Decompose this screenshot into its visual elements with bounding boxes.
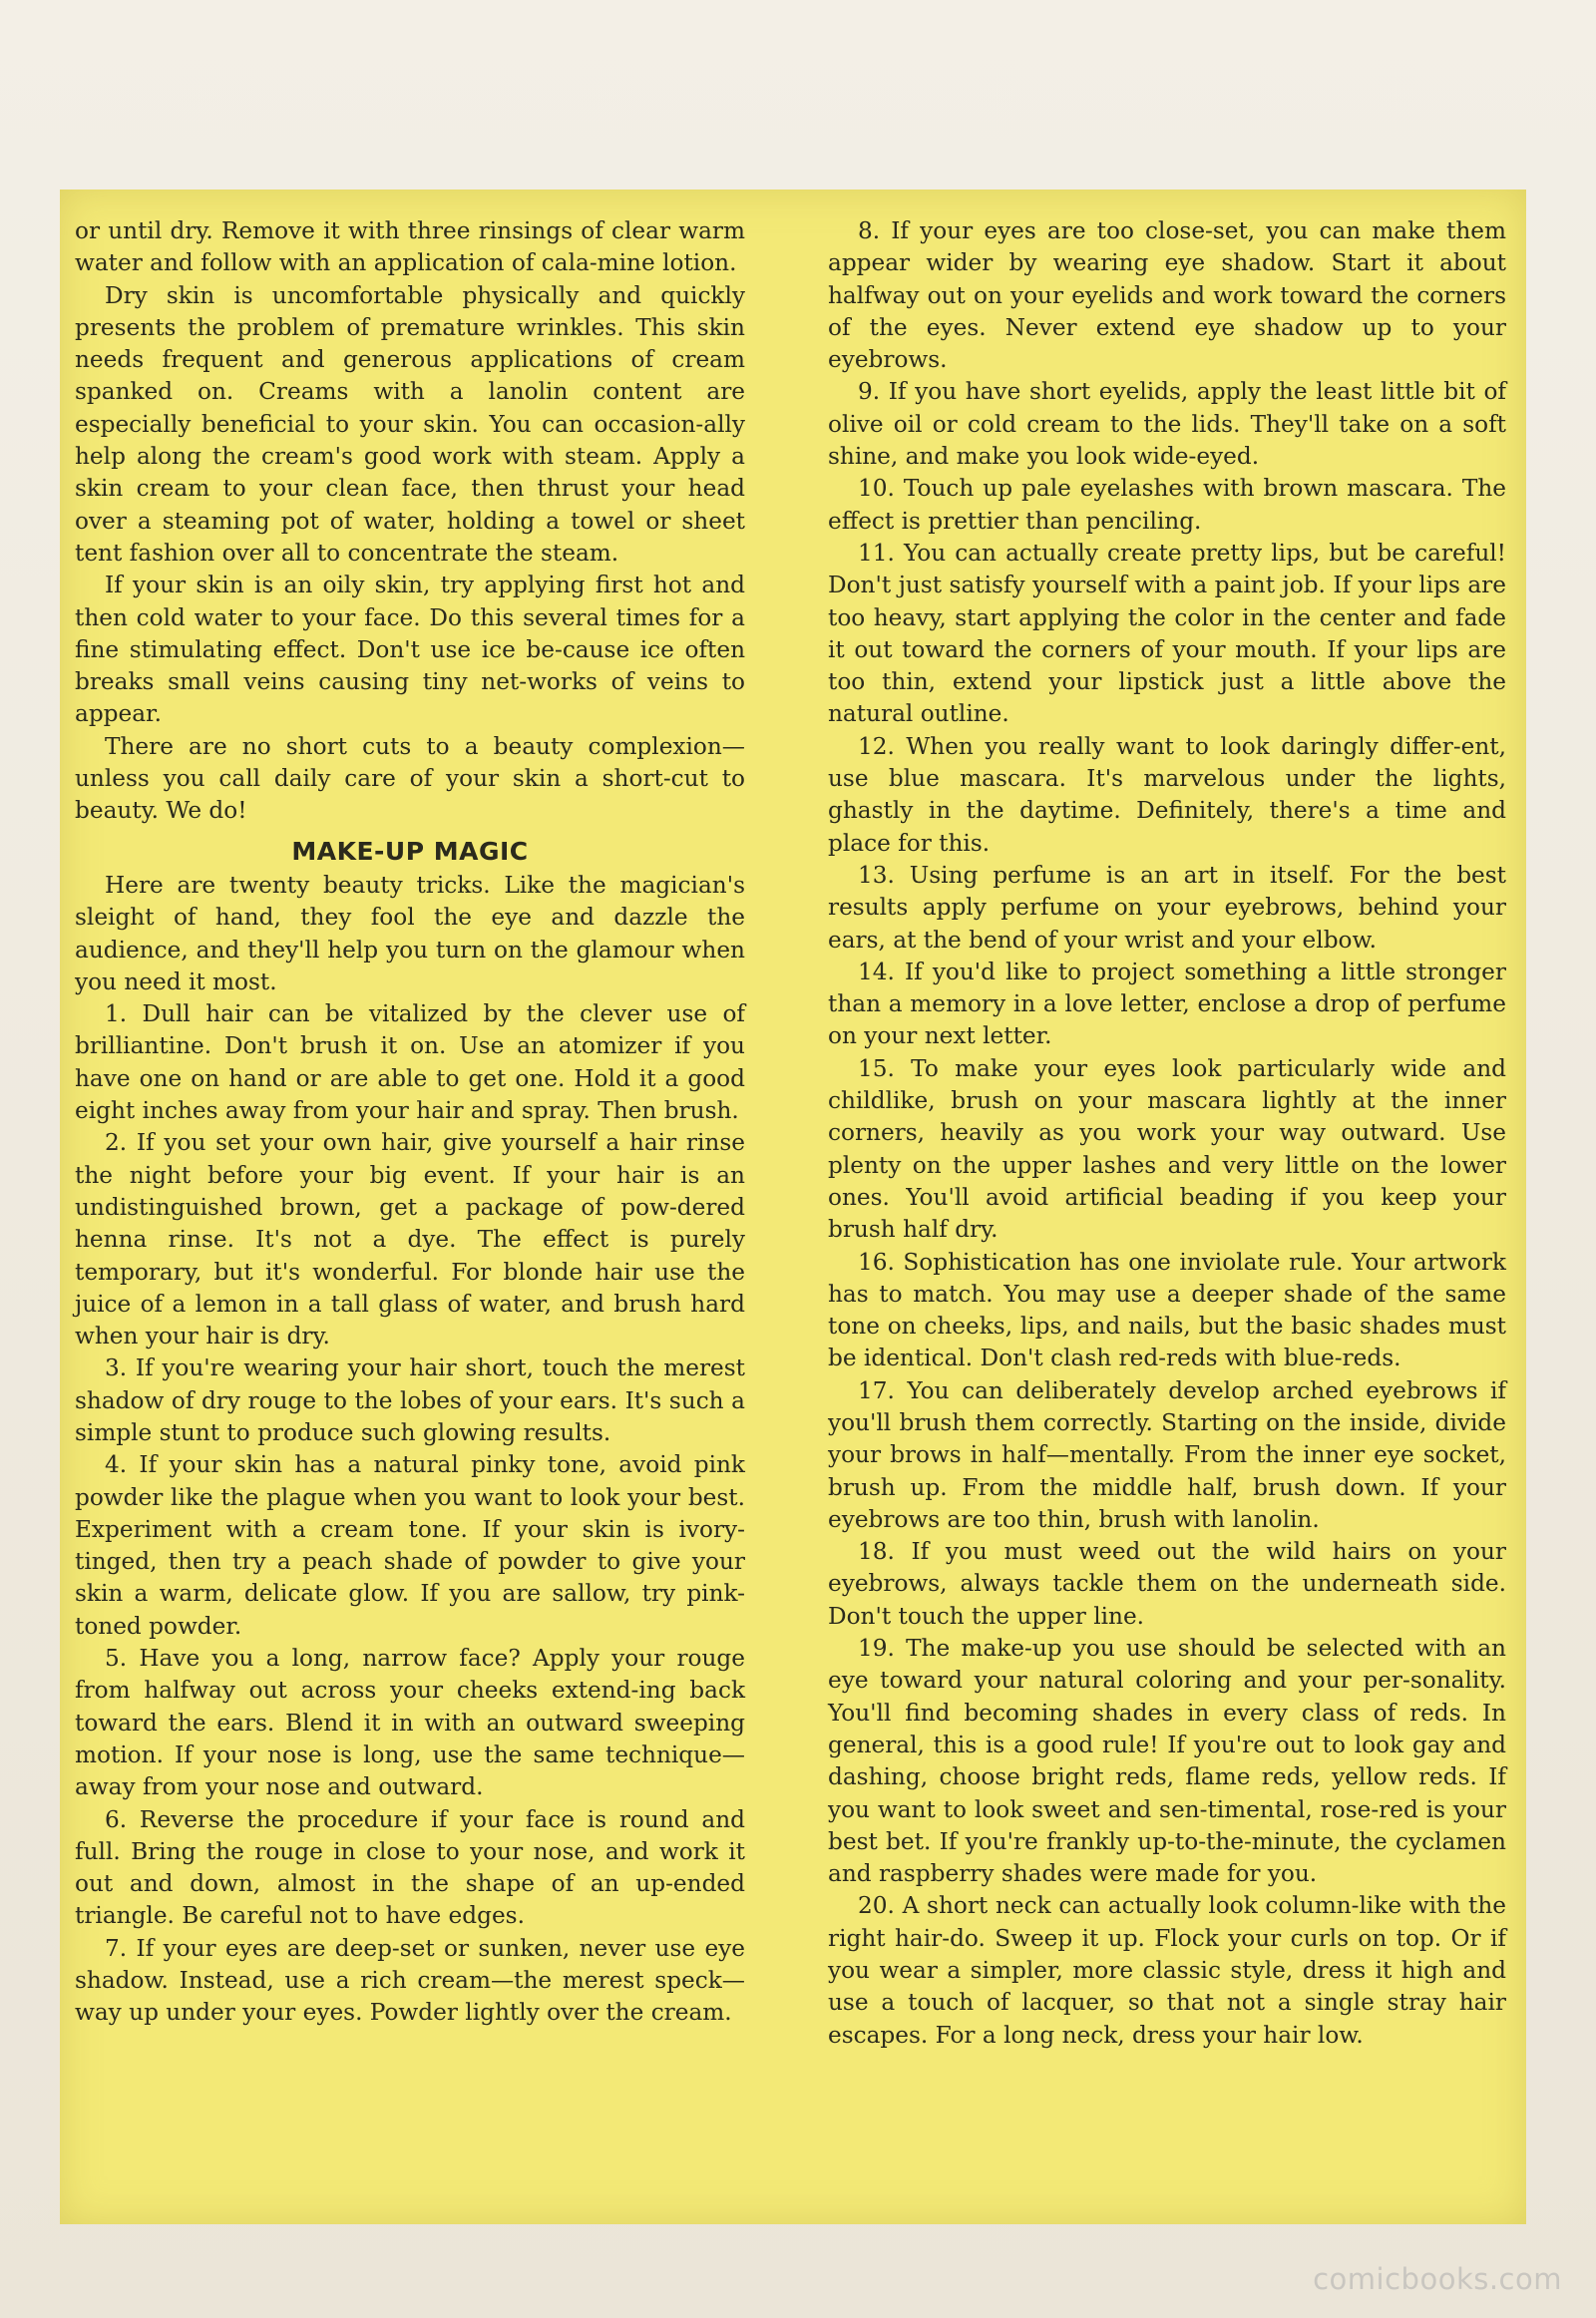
tip-paragraph: 13. Using perfume is an art in itself. For the best results apply perfume on your eyebrows, behind your ears, at the bend of your wrist and your elbow. <box>828 861 1506 954</box>
tip-paragraph: 3. If you're wearing your hair short, touch the merest shadow of dry rouge to the lobes of your ears. It's such a simple stunt to produce such glowing results. <box>75 1354 745 1446</box>
tip-paragraph: 6. Reverse the procedure if your face is round and full. Bring the rouge in close to your nose, and work it out and down, almost in the shape of an up-ended triangle. Be careful not to have edges. <box>75 1805 745 1930</box>
tip-paragraph: 10. Touch up pale eyelashes with brown mascara. The effect is prettier than penciling. <box>828 475 1506 535</box>
tip-paragraph: 9. If you have short eyelids, apply the least little bit of olive oil or cold cream to the lids. They'll take on a soft shine, and make you look wide-eyed. <box>828 378 1506 471</box>
tip-paragraph: 2. If you set your own hair, give yourself a hair rinse the night before your big event. If your hair is an undistinguished brown, get a package of pow-dered henna rinse. It's not a dye. The effect is purely temporary, but it's wonderful. For blonde hair use the juice of a lemon in a tall glass of water, and brush hard when your hair is dry. <box>75 1129 745 1351</box>
body-paragraph: Dry skin is uncomfortable physically and quickly presents the problem of premature wrinkles. This skin needs frequent and generous applications of cream spanked on. Creams with a lanolin content are especially beneficial to your skin. You can occasion-ally help along the cream's good work with steam. Apply a skin cream to your clean face, then thrust your head over a steaming pot of water, holding a towel or sheet tent fashion over all to concentrate the steam. <box>75 281 745 567</box>
left-column <box>75 215 745 2030</box>
tip-paragraph: 7. If your eyes are deep-set or sunken, never use eye shadow. Instead, use a rich cream—the merest speck—way up under your eyes. Powder lightly over the cream. <box>75 1934 745 2027</box>
tip-paragraph: 4. If your skin has a natural pinky tone, avoid pink powder like the plague when you want to look your best. Experiment with a cream tone. If your skin is ivory-tinged, then try a peach shade of powder to give your skin a warm, delicate glow. If you are sallow, try pink-toned powder. <box>75 1451 745 1640</box>
tip-paragraph: 20. A short neck can actually look column-like with the right hair-do. Sweep it up. Flock your curls on top. Or if you wear a simpler, more classic style, dress it high and use a touch of lacquer, so that not a single stray hair escapes. For a long neck, dress your hair low. <box>828 1892 1506 2049</box>
tip-paragraph: 5. Have you a long, narrow face? Apply your rouge from halfway out across your cheeks extend-ing back toward the ears. Blend it in with an outward sweeping motion. If your nose is long, use the same technique—away from your nose and outward. <box>75 1645 745 1801</box>
tip-paragraph: 8. If your eyes are too close-set, you can make them appear wider by wearing eye shadow. Start it about halfway out on your eyelids and work toward the corners of the eyes. Never extend eye shadow up to your eyebrows. <box>828 217 1506 374</box>
tip-paragraph: 17. You can deliberately develop arched eyebrows if you'll brush them correctly. Starting on the inside, divide your brows in half—mentally. From the inner eye socket, brush up. From the middle half, brush down. If your eyebrows are too thin, brush with lanolin. <box>828 1376 1506 1533</box>
watermark: comicbooks.com <box>1313 2262 1562 2296</box>
article-page <box>60 190 1526 2224</box>
body-paragraph: If your skin is an oily skin, try applying first hot and then cold water to your face. Do this several times for a fine stimulating effect. Don't use ice be-cause ice often breaks small veins causing tiny net-works of veins to appear. <box>75 572 745 728</box>
body-paragraph: There are no short cuts to a beauty complexion— unless you call daily care of your skin a short-cut to beauty. We do! <box>75 732 745 825</box>
body-paragraph: or until dry. Remove it with three rinsings of clear warm water and follow with an application of cala-mine lotion. <box>75 217 745 277</box>
tip-paragraph: 19. The make-up you use should be selected with an eye toward your natural coloring and your per-sonality. You'll find becoming shades in every class of reds. In general, this is a good rule! If you're out to look gay and dashing, choose bright reds, flame reds, yellow reds. If you want to look sweet and sen-timental, rose-red is your best bet. If you're frankly up-to-the-minute, the cyclamen and raspberry shades were made for you. <box>828 1635 1506 1888</box>
section-intro: Here are twenty beauty tricks. Like the magician's sleight of hand, they fool the eye and dazzle the audience, and they'll help you turn on the glamour when you need it most. <box>75 871 745 995</box>
section-heading: MAKE-UP MAGIC <box>291 836 529 866</box>
tip-paragraph: 16. Sophistication has one inviolate rule. Your artwork has to match. You may use a deeper shade of the same tone on cheeks, lips, and nails, but the basic shades must be identical. Don't clash red-reds with blue-reds. <box>828 1248 1506 1372</box>
tip-paragraph: 12. When you really want to look daringly differ-ent, use blue mascara. It's marvelous under the lights, ghastly in the daytime. Definitely, there's a time and place for this. <box>828 732 1506 857</box>
tip-paragraph: 18. If you must weed out the wild hairs on your eyebrows, always tackle them on the underneath side. Don't touch the upper line. <box>828 1538 1506 1630</box>
tip-paragraph: 1. Dull hair can be vitalized by the clever use of brilliantine. Don't brush it on. Use an atomizer if you have one on hand or are able to get one. Hold it a good eight inches away from your hair and spray. Then brush. <box>75 1000 745 1125</box>
tip-paragraph: 14. If you'd like to project something a little stronger than a memory in a love letter, enclose a drop of perfume on your next letter. <box>828 958 1506 1050</box>
tip-paragraph: 15. To make your eyes look particularly wide and childlike, brush on your mascara lightly at the inner corners, heavily as you work your way outward. Use plenty on the upper lashes and very little on the lower ones. You'll avoid artificial beading if you keep your brush half dry. <box>828 1054 1506 1244</box>
right-column <box>828 215 1506 2052</box>
tip-paragraph: 11. You can actually create pretty lips, but be careful! Don't just satisfy yourself with a paint job. If your lips are too heavy, start applying the color in the center and fade it out toward the corners of your mouth. If your lips are too thin, extend your lipstick just a little above the natural outline. <box>828 539 1506 728</box>
